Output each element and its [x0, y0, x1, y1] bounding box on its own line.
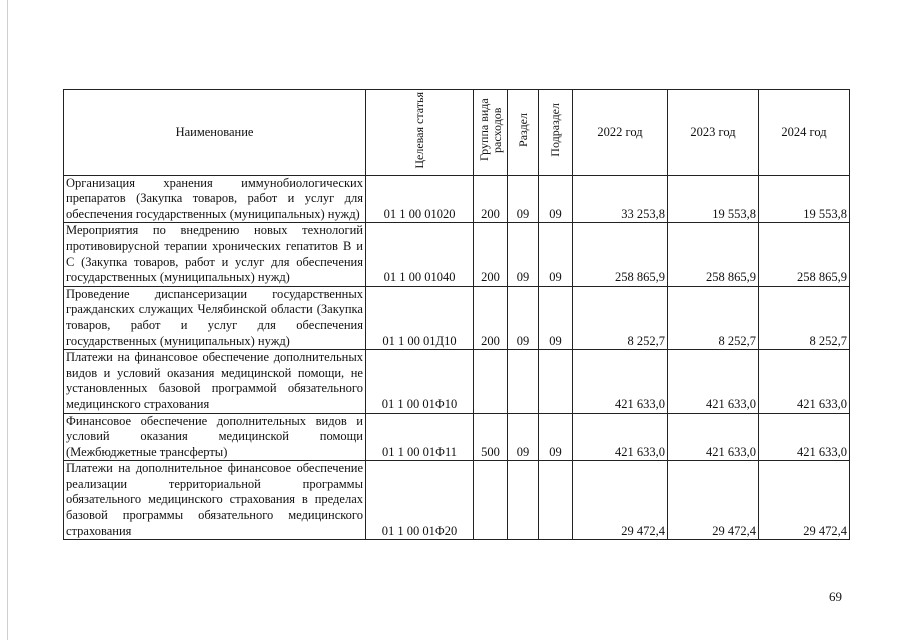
row-2024: 421 633,0	[759, 350, 850, 413]
row-target: 01 1 00 01Ф20	[366, 461, 474, 540]
row-group: 200	[474, 223, 508, 286]
row-group	[474, 350, 508, 413]
header-2022: 2022 год	[573, 90, 668, 176]
row-2023: 19 553,8	[668, 175, 759, 223]
row-name: Платежи на дополнительное финансовое обеспечение реализации территориальной программы обязательного медицинского страхования в пределах базовой программы обязательного медицинского страхования	[64, 461, 366, 540]
row-2023: 8 252,7	[668, 286, 759, 349]
row-section	[508, 461, 539, 540]
header-subsection: Подраздел	[539, 90, 573, 176]
header-section: Раздел	[508, 90, 539, 176]
row-name: Мероприятия по внедрению новых технологий противовирусной терапии хронических гепатитов В и С (Закупка товаров, работ и услуг для обеспечения государственных (муниципальных) нужд)	[64, 223, 366, 286]
header-target-article: Целевая статья	[366, 90, 474, 176]
table-row	[64, 223, 850, 286]
row-section	[508, 350, 539, 413]
table-row	[64, 286, 850, 349]
row-name: Проведение диспансеризации государственных гражданских служащих Челябинской области (Закупка товаров, работ и услуг для обеспечения государственных (муниципальных) нужд)	[64, 286, 366, 349]
table-row	[64, 413, 850, 461]
row-2023: 421 633,0	[668, 413, 759, 461]
row-2022: 33 253,8	[573, 175, 668, 223]
row-2022: 8 252,7	[573, 286, 668, 349]
page-edge-line	[7, 0, 8, 640]
row-subsection: 09	[539, 223, 573, 286]
row-group: 500	[474, 413, 508, 461]
row-target: 01 1 00 01Д10	[366, 286, 474, 349]
row-2022: 421 633,0	[573, 413, 668, 461]
row-2024: 421 633,0	[759, 413, 850, 461]
row-subsection: 09	[539, 413, 573, 461]
row-name: Платежи на финансовое обеспечение дополнительных видов и условий оказания медицинской помощи, не установленных базовой программой обязательного медицинского страхования	[64, 350, 366, 413]
header-expense-group: Группа вида расходов	[474, 90, 508, 176]
row-group: 200	[474, 286, 508, 349]
row-2024: 29 472,4	[759, 461, 850, 540]
row-group	[474, 461, 508, 540]
row-2024: 19 553,8	[759, 175, 850, 223]
row-2022: 29 472,4	[573, 461, 668, 540]
header-name: Наименование	[64, 90, 366, 176]
row-name: Финансовое обеспечение дополнительных видов и условий оказания медицинской помощи (Межбюджетные трансферты)	[64, 413, 366, 461]
row-name: Организация хранения иммунобиологических препаратов (Закупка товаров, работ и услуг для обеспечения государственных (муниципальных) нужд)	[64, 175, 366, 223]
page-number: 69	[829, 589, 842, 604]
row-subsection: 09	[539, 286, 573, 349]
row-2024: 8 252,7	[759, 286, 850, 349]
row-section: 09	[508, 223, 539, 286]
header-2023: 2023 год	[668, 90, 759, 176]
table-row	[64, 350, 850, 413]
row-subsection	[539, 350, 573, 413]
row-target: 01 1 00 01Ф10	[366, 350, 474, 413]
row-target: 01 1 00 01020	[366, 175, 474, 223]
header-2024: 2024 год	[759, 90, 850, 176]
table-row	[64, 461, 850, 540]
row-2023: 258 865,9	[668, 223, 759, 286]
table-row	[64, 175, 850, 223]
row-section: 09	[508, 175, 539, 223]
row-section: 09	[508, 286, 539, 349]
row-target: 01 1 00 01Ф11	[366, 413, 474, 461]
row-2022: 421 633,0	[573, 350, 668, 413]
row-2022: 258 865,9	[573, 223, 668, 286]
row-group: 200	[474, 175, 508, 223]
row-2023: 29 472,4	[668, 461, 759, 540]
row-subsection	[539, 461, 573, 540]
row-target: 01 1 00 01040	[366, 223, 474, 286]
header-row	[64, 90, 850, 176]
row-2024: 258 865,9	[759, 223, 850, 286]
row-2023: 421 633,0	[668, 350, 759, 413]
budget-table	[63, 89, 850, 540]
row-section: 09	[508, 413, 539, 461]
row-subsection: 09	[539, 175, 573, 223]
